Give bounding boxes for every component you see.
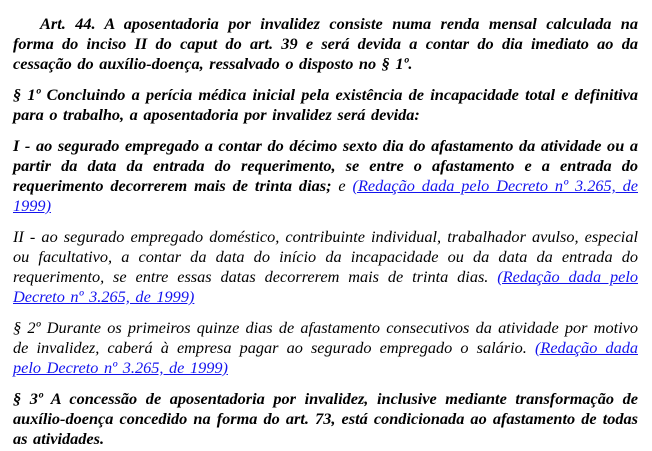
decree-link[interactable]: (Redação dada pelo Decreto nº 3.265, de 1999)	[13, 176, 638, 215]
paragraph-section-2	[13, 318, 638, 378]
paragraph-section-1-text: § 1º Concluindo a perícia médica inicial pela existência de incapacidade total e definitiva para o trabalho, a aposentadoria por invalidez será devida:	[13, 85, 638, 124]
inciso-i-text: I - ao segurado empregado a contar do décimo sexto dia do afastamento da atividade ou a partir da data da entrada do requerimento, se entre o afastamento e a entrada do requerimento decorrerem mais de trinta dias;	[13, 136, 638, 195]
paragraph-art-44	[13, 14, 638, 74]
paragraph-section-1	[13, 85, 638, 125]
paragraph-section-2-text: § 2º Durante os primeiros quinze dias de afastamento consecutivos da atividade por motivo de invalidez, caberá à empresa pagar ao segurado empregado o salário.	[13, 318, 638, 357]
inciso-ii-text: II - ao segurado empregado doméstico, contribuinte individual, trabalhador avulso, especial ou facultativo, a contar da data do início da incapacidade ou da data da entrada do requerimento, se entre essas datas decorrerem mais de trinta dias.	[13, 227, 638, 286]
paragraph-section-3-text: § 3º A concessão de aposentadoria por invalidez, inclusive mediante transformação de auxílio-doença concedido na forma do art. 73, está condicionada ao afastamento de todas as atividades.	[13, 389, 638, 448]
inciso-i-connector-text: e	[331, 176, 353, 195]
decree-link[interactable]: (Redação dada pelo Decreto nº 3.265, de 1999)	[13, 267, 638, 306]
inciso-i	[13, 136, 638, 216]
decree-link[interactable]: (Redação dada pelo Decreto nº 3.265, de 1999)	[13, 338, 638, 377]
paragraph-art-44-text: Art. 44. A aposentadoria por invalidez consiste numa renda mensal calculada na forma do inciso II do caput do art. 39 e será devida a contar do dia imediato ao da cessação do auxílio-doença, ressalvado o disposto no § 1º.	[13, 14, 638, 73]
paragraph-section-3	[13, 389, 638, 449]
inciso-ii	[13, 227, 638, 307]
